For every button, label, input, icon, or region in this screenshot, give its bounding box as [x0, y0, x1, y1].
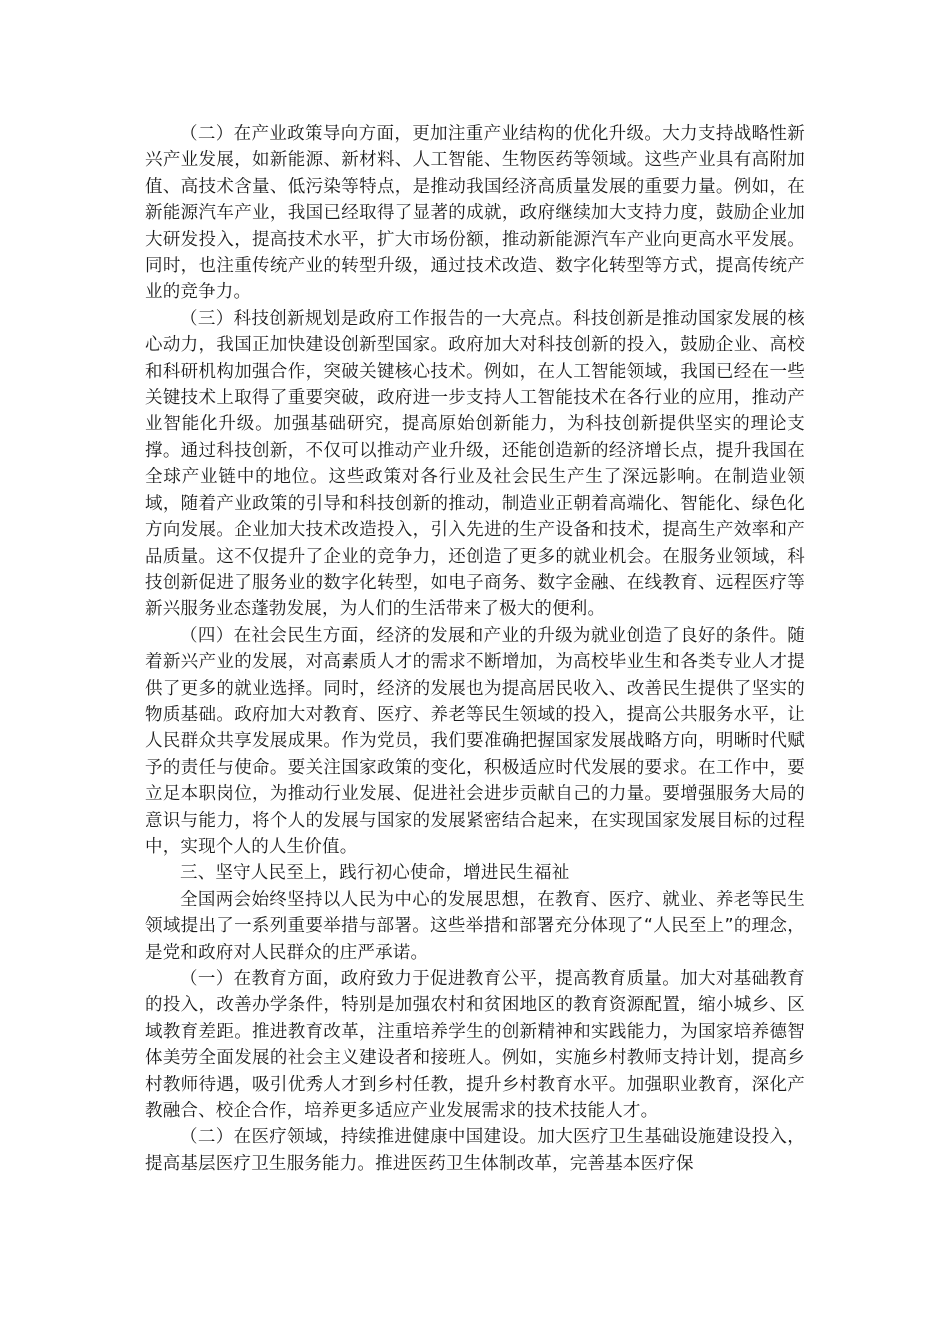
paragraph-tech-innovation: （三）科技创新规划是政府工作报告的一大亮点。科技创新是推动国家发展的核心动力，我国正加快建设创新型国家。政府加大对科技创新的投入，鼓励企业、高校和科研机构加强合作，突破关键核心技术。例如，在人工智能领域，我国已经在一些关键技术上取得了重要突破，政府进一步支持人工智能技术在各行业的应用，推动产业智能化升级。加强基础研究，提高原始创新能力，为科技创新提供坚实的理论支撑。通过科技创新，不仅可以推动产业升级，还能创造新的经济增长点，提升我国在全球产业链中的地位。这些政策对各行业及社会民生产生了深远影响。在制造业领域，随着产业政策的引导和科技创新的推动，制造业正朝着高端化、智能化、绿色化方向发展。企业加大技术改造投入，引入先进的生产设备和技术，提高生产效率和产品质量。这不仅提升了企业的竞争力，还创造了更多的就业机会。在服务业领域，科技创新促进了服务业的数字化转型，如电子商务、数字金融、在线教育、远程医疗等新兴服务业态蓬勃发展，为人们的生活带来了极大的便利。 [145, 308, 805, 620]
paragraph-education: （一）在教育方面，政府致力于促进教育公平，提高教育质量。加大对基础教育的投入，改善办学条件，特别是加强农村和贫困地区的教育资源配置，缩小城乡、区域教育差距。推进教育改革，注重培养学生的创新精神和实践能力，为国家培养德智体美劳全面发展的社会主义建设者和接班人。例如，实施乡村教师支持计划，提高乡村教师待遇，吸引优秀人才到乡村任教，提升乡村教育水平。加强职业教育，深化产教融合、校企合作，培养更多适应产业发展需求的技术技能人才。 [145, 969, 805, 1122]
paragraph-two-sessions: 全国两会始终坚持以人民为中心的发展思想，在教育、医疗、就业、养老等民生领域提出了一系列重要举措与部署。这些举措和部署充分体现了“人民至上”的理念，是党和政府对人民群众的庄严承诺。 [145, 889, 805, 963]
section-heading-people-first: 三、坚守人民至上，践行初心使命，增进民生福祉 [180, 863, 570, 884]
document-page [145, 121, 805, 1177]
paragraph-social-livelihood: （四）在社会民生方面，经济的发展和产业的升级为就业创造了良好的条件。随着新兴产业的发展，对高素质人才的需求不断增加，为高校毕业生和各类专业人才提供了更多的就业选择。同时，经济的发展也为提高居民收入、改善民生提供了坚实的物质基础。政府加大对教育、医疗、养老等民生领域的投入，提高公共服务水平，让人民群众共享发展成果。作为党员，我们要准确把握国家发展战略方向，明晰时代赋予的责任与使命。要关注国家政策的变化，积极适应时代发展的要求。在工作中，要立足本职岗位，为推动行业发展、促进社会进步贡献自己的力量。要增强服务大局的意识与能力，将个人的发展与国家的发展紧密结合起来，在实现国家发展目标的过程中，实现个人的人生价值。 [145, 625, 805, 857]
paragraph-medical: （二）在医疗领域，持续推进健康中国建设。加大医疗卫生基础设施建设投入，提高基层医疗卫生服务能力。推进医药卫生体制改革，完善基本医疗保 [145, 1127, 805, 1174]
paragraph-industry-policy: （二）在产业政策导向方面，更加注重产业结构的优化升级。大力支持战略性新兴产业发展，如新能源、新材料、人工智能、生物医药等领域。这些产业具有高附加值、高技术含量、低污染等特点，是推动我国经济高质量发展的重要力量。例如，在新能源汽车产业，我国已经取得了显著的成就，政府继续加大支持力度，鼓励企业加大研发投入，提高技术水平，扩大市场份额，推动新能源汽车产业向更高水平发展。同时，也注重传统产业的转型升级，通过技术改造、数字化转型等方式，提高传统产业的竞争力。 [145, 124, 805, 303]
